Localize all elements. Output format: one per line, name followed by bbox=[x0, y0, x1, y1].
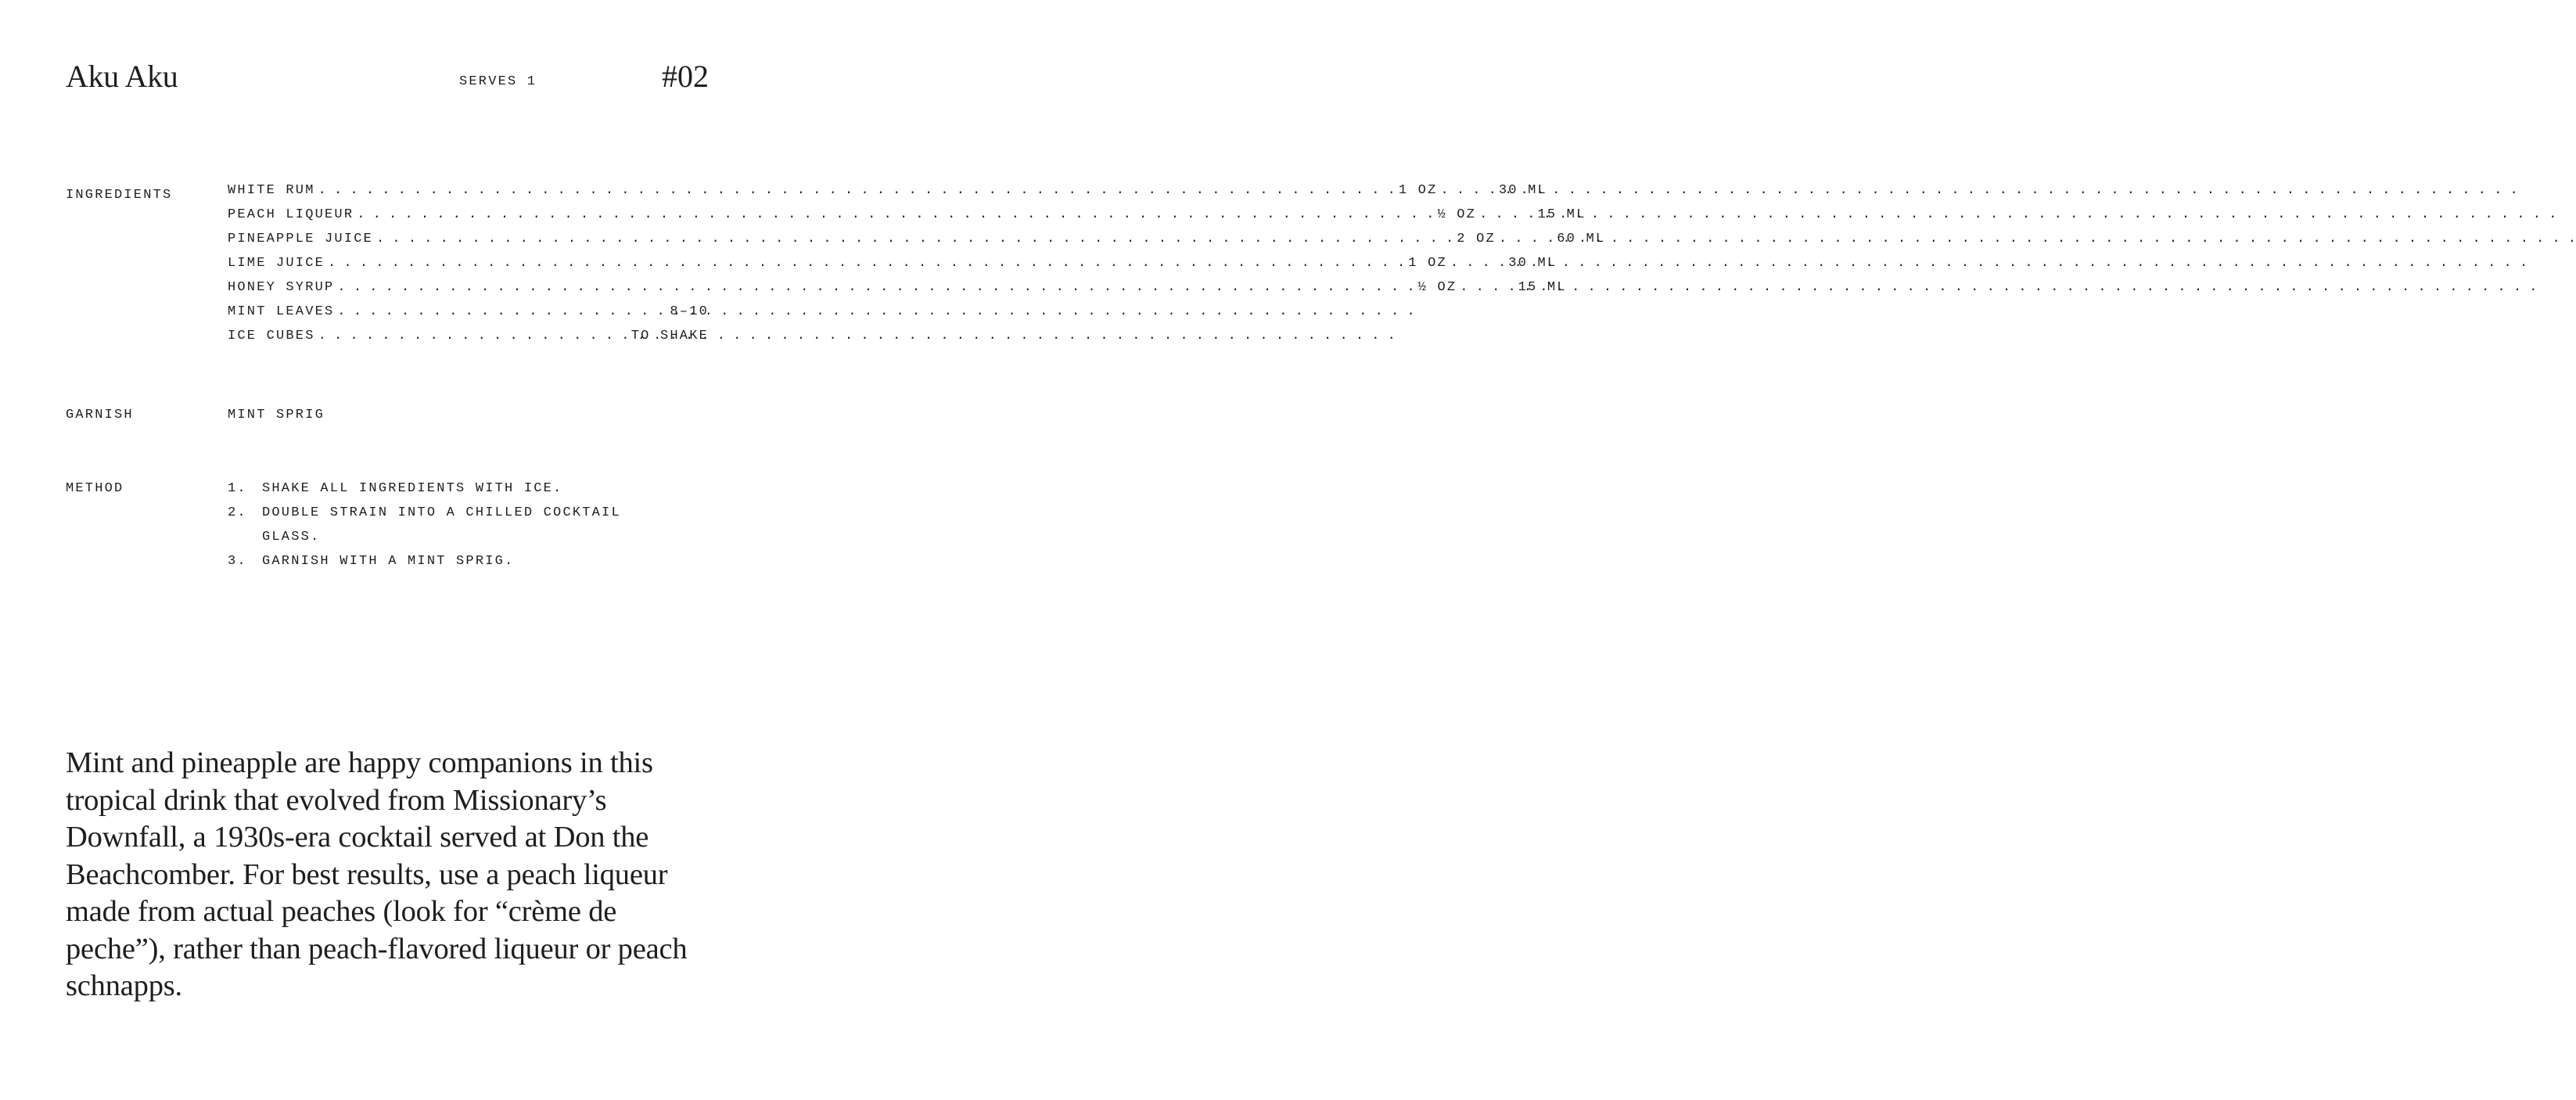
ingredient-name: PEACH LIQUEUR bbox=[228, 207, 354, 222]
step-number: 1. bbox=[228, 481, 247, 496]
method-step bbox=[228, 549, 709, 573]
ingredient-ml: 15 ML bbox=[1518, 280, 1567, 295]
garnish-value: MINT SPRIG bbox=[228, 408, 325, 422]
ingredients-list bbox=[228, 183, 1606, 353]
step-text: DOUBLE STRAIN INTO A CHILLED COCKTAIL GLASS. bbox=[262, 505, 621, 545]
method-label: METHOD bbox=[66, 481, 124, 496]
ingredient-name: PINEAPPLE JUICE bbox=[228, 232, 374, 246]
method-steps bbox=[228, 476, 709, 573]
ingredient-row bbox=[228, 329, 709, 353]
ingredient-row bbox=[228, 256, 1557, 280]
ingredient-row bbox=[228, 280, 1567, 304]
method-step bbox=[228, 501, 709, 549]
dot-leader bbox=[1479, 207, 1534, 222]
ingredients-label: INGREDIENTS bbox=[66, 188, 173, 203]
ingredient-ml: 30 ML bbox=[1498, 183, 1547, 198]
dot-leader bbox=[318, 329, 628, 343]
dot-leader bbox=[318, 183, 1396, 198]
serves-count: SERVES 1 bbox=[459, 74, 537, 89]
ingredient-name: LIME JUICE bbox=[228, 256, 325, 271]
recipe-number: #02 bbox=[662, 59, 709, 94]
ingredient-oz: 1 OZ bbox=[1398, 183, 1438, 198]
ingredient-amount: 8–10 bbox=[670, 304, 709, 319]
dot-leader bbox=[1440, 183, 1495, 198]
ingredient-oz: ½ OZ bbox=[1437, 207, 1477, 222]
ingredient-amount: TO SHAKE bbox=[631, 329, 709, 343]
ingredient-row bbox=[228, 304, 709, 329]
dot-leader bbox=[337, 280, 1414, 295]
ingredient-row bbox=[228, 232, 1606, 256]
step-text: GARNISH WITH A MINT SPRIG. bbox=[262, 554, 515, 569]
method-step bbox=[228, 476, 709, 501]
ingredient-oz: 2 OZ bbox=[1457, 232, 1496, 246]
step-number: 3. bbox=[228, 554, 247, 569]
ingredient-name: WHITE RUM bbox=[228, 183, 315, 198]
ingredient-name: HONEY SYRUP bbox=[228, 280, 335, 295]
dot-leader bbox=[1499, 232, 1554, 246]
garnish-label: GARNISH bbox=[66, 408, 134, 422]
dot-leader bbox=[1450, 256, 1505, 271]
step-number: 2. bbox=[228, 505, 247, 520]
ingredient-ml: 30 ML bbox=[1508, 256, 1557, 271]
ingredient-oz: ½ OZ bbox=[1417, 280, 1457, 295]
dot-leader bbox=[328, 256, 1405, 271]
ingredient-oz: 1 OZ bbox=[1408, 256, 1447, 271]
ingredient-ml: 60 ML bbox=[1557, 232, 1606, 246]
dot-leader bbox=[337, 304, 666, 319]
ingredient-name: MINT LEAVES bbox=[228, 304, 335, 319]
recipe-title: Aku Aku bbox=[66, 59, 178, 94]
ingredient-ml: 15 ML bbox=[1537, 207, 1586, 222]
ingredient-row bbox=[228, 183, 1547, 207]
ingredient-row bbox=[228, 207, 1586, 232]
step-text: SHAKE ALL INGREDIENTS WITH ICE. bbox=[262, 481, 563, 496]
dot-leader bbox=[357, 207, 1434, 222]
recipe-description: Mint and pineapple are happy companions in this tropical drink that evolved from Missionary’s Downfall, a 1930s-era cocktail served at Don the Beachcomber. For best results, use a peach liqueur made from actual peaches (look for “crème de peche”), rather than peach-flavored liqueur or peach schnapps. bbox=[66, 746, 688, 1002]
dot-leader bbox=[376, 232, 1453, 246]
dot-leader bbox=[1460, 280, 1514, 295]
ingredient-name: ICE CUBES bbox=[228, 329, 315, 343]
